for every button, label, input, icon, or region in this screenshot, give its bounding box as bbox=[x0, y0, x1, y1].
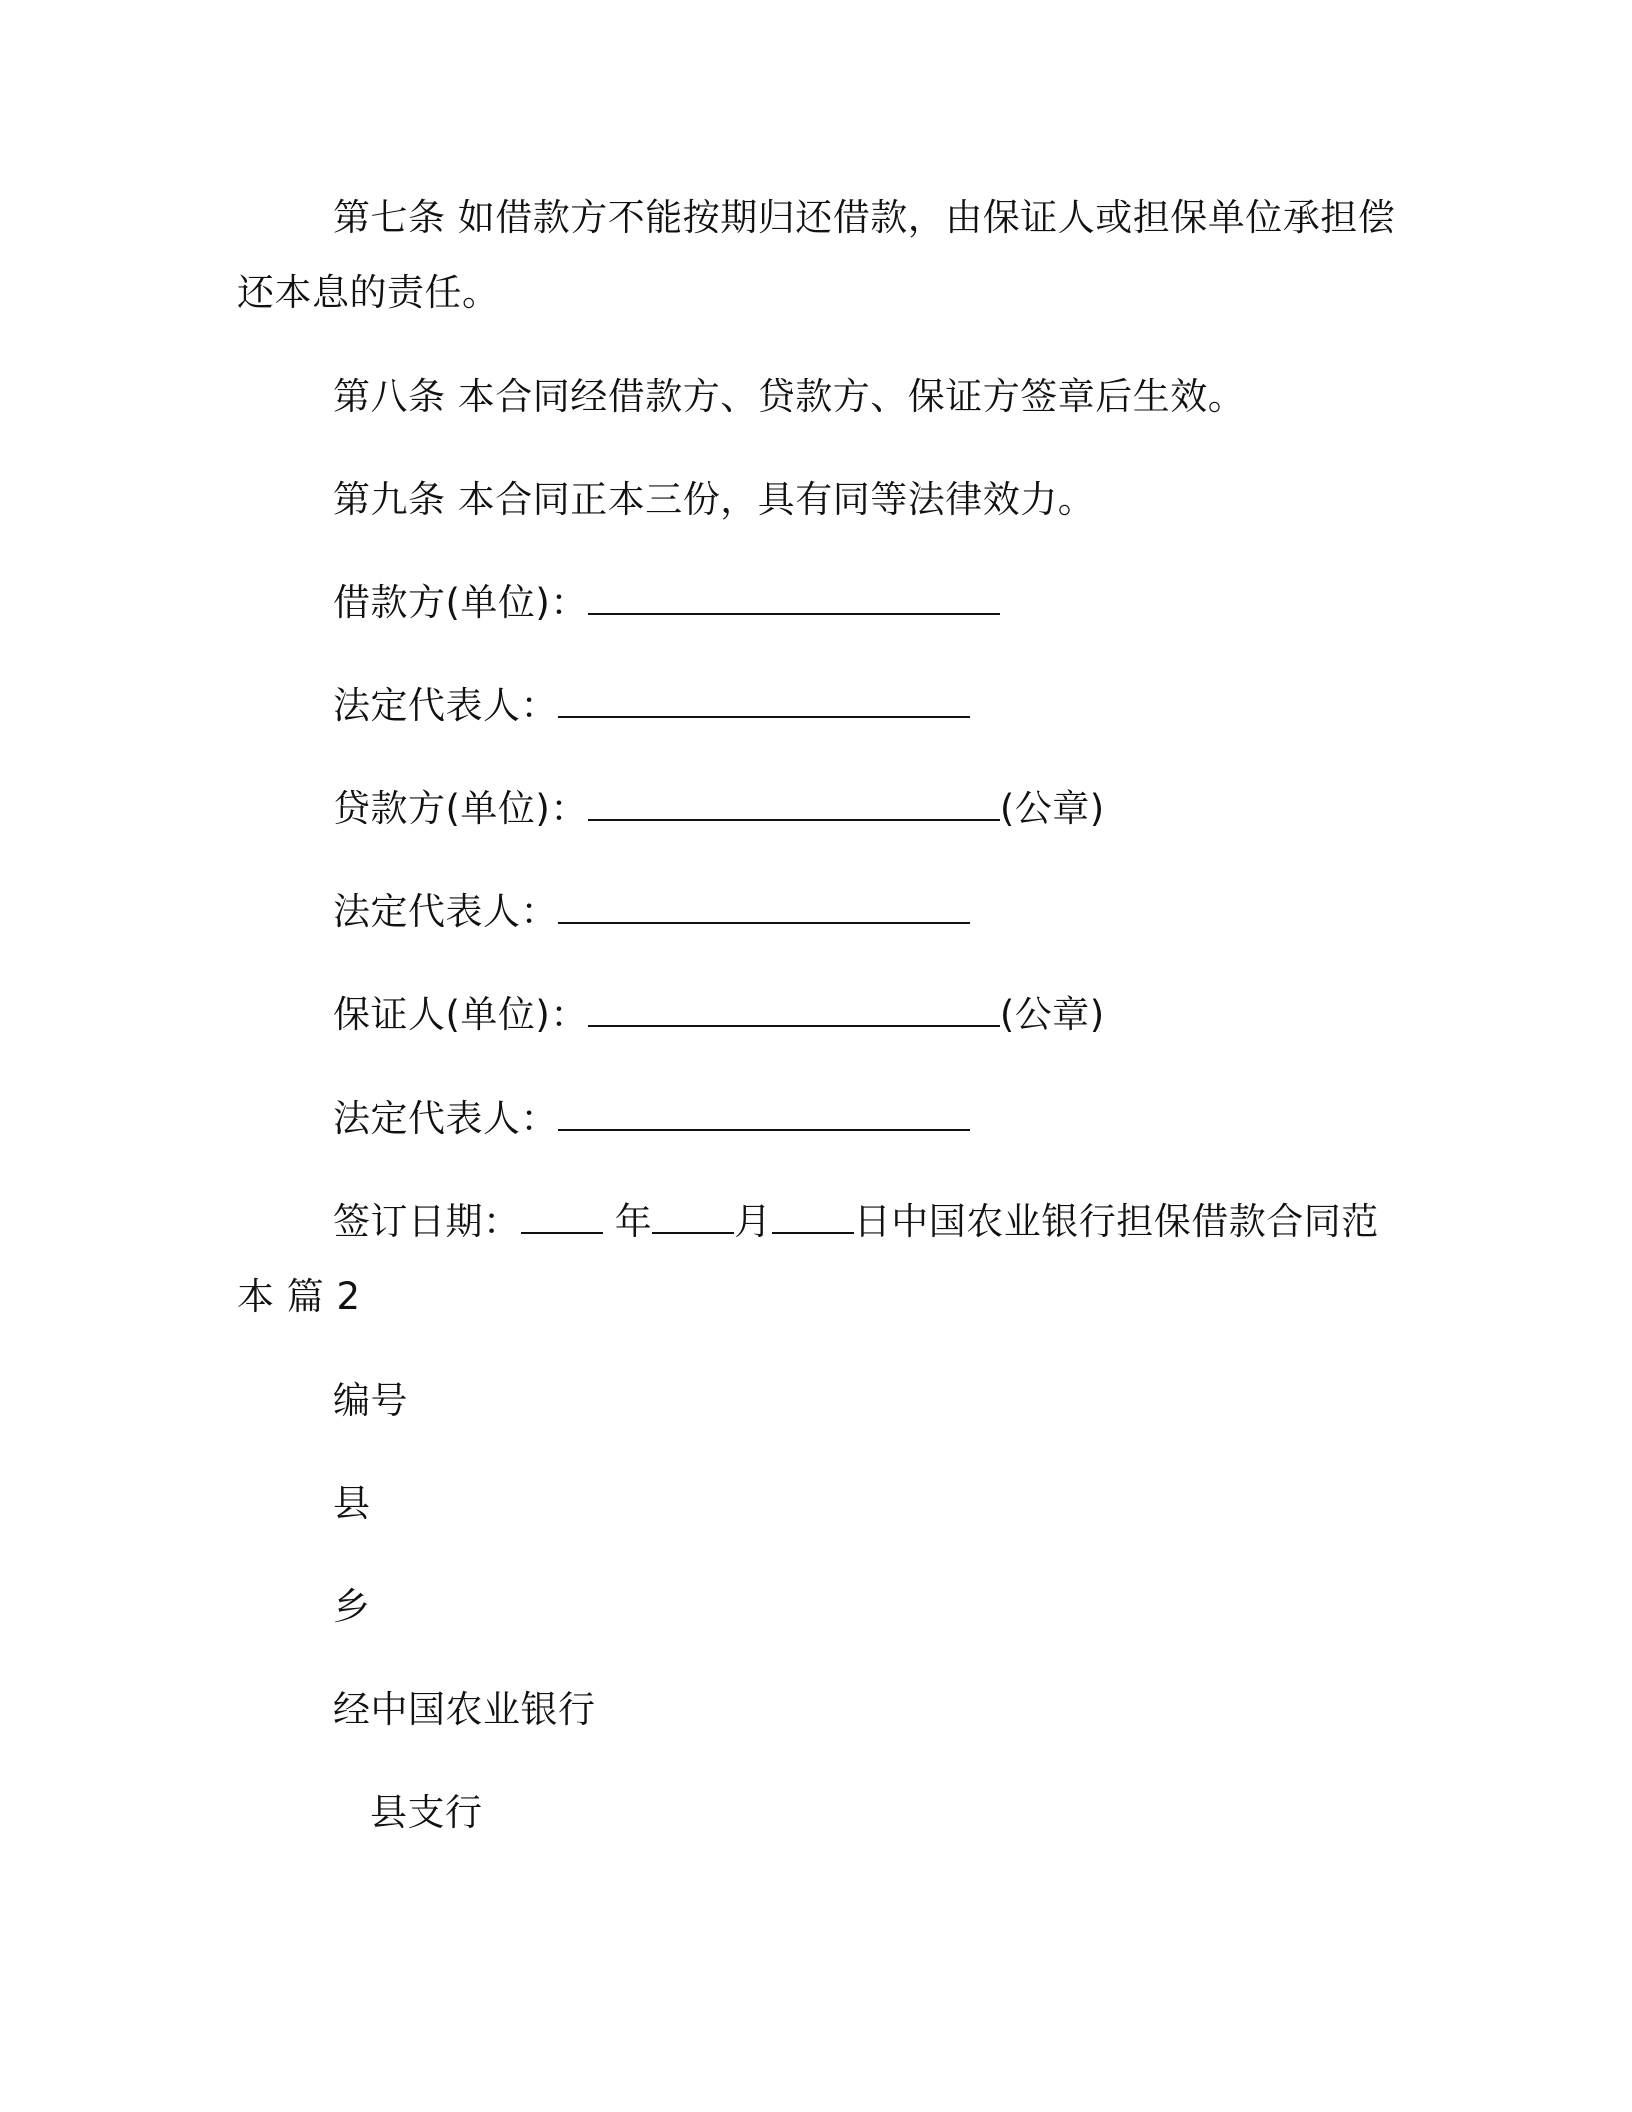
signature-blank bbox=[558, 682, 970, 718]
article-7-line-2: 还本息的责任。 bbox=[237, 271, 500, 314]
article-7-line-1: 第七条 如借款方不能按期归还借款，由保证人或担保单位承担偿 bbox=[333, 196, 1396, 239]
signature-blank bbox=[558, 888, 970, 924]
signature-borrower bbox=[333, 578, 1000, 628]
contract-number-label: 编号 bbox=[333, 1379, 408, 1422]
branch-label: 县支行 bbox=[370, 1791, 483, 1834]
signature-suffix: (公章) bbox=[999, 993, 1105, 1036]
day-and-title: 日中国农业银行担保借款合同范 bbox=[853, 1200, 1379, 1243]
signature-label: 借款方(单位)： bbox=[333, 581, 588, 624]
township-label: 乡 bbox=[333, 1585, 371, 1628]
year-blank bbox=[521, 1198, 603, 1234]
month-label: 月 bbox=[734, 1200, 772, 1243]
signature-blank bbox=[558, 1095, 970, 1131]
bank-line: 经中国农业银行 bbox=[333, 1688, 596, 1731]
signature-label: 法定代表人： bbox=[333, 890, 558, 933]
day-blank bbox=[772, 1198, 854, 1234]
signature-blank bbox=[588, 991, 1000, 1027]
title-continuation: 本 篇 2 bbox=[237, 1275, 361, 1318]
county-label: 县 bbox=[333, 1482, 371, 1525]
signature-blank bbox=[588, 785, 1000, 821]
year-label: 年 bbox=[602, 1200, 653, 1243]
signature-lender-representative bbox=[333, 887, 970, 937]
article-8: 第八条 本合同经借款方、贷款方、保证方签章后生效。 bbox=[333, 375, 1246, 418]
signing-date-label: 签订日期： bbox=[333, 1200, 521, 1243]
month-blank bbox=[652, 1198, 734, 1234]
signing-date bbox=[333, 1197, 1379, 1247]
signature-label: 贷款方(单位)： bbox=[333, 787, 588, 830]
signature-suffix: (公章) bbox=[999, 787, 1105, 830]
signature-label: 法定代表人： bbox=[333, 1097, 558, 1140]
article-9: 第九条 本合同正本三份，具有同等法律效力。 bbox=[333, 478, 1096, 521]
signature-blank bbox=[588, 579, 1000, 615]
signature-lender bbox=[333, 784, 1105, 834]
signature-guarantor bbox=[333, 990, 1105, 1040]
signature-guarantor-representative bbox=[333, 1094, 970, 1144]
signature-label: 法定代表人： bbox=[333, 684, 558, 727]
signature-borrower-representative bbox=[333, 681, 970, 731]
signature-label: 保证人(单位)： bbox=[333, 993, 588, 1036]
